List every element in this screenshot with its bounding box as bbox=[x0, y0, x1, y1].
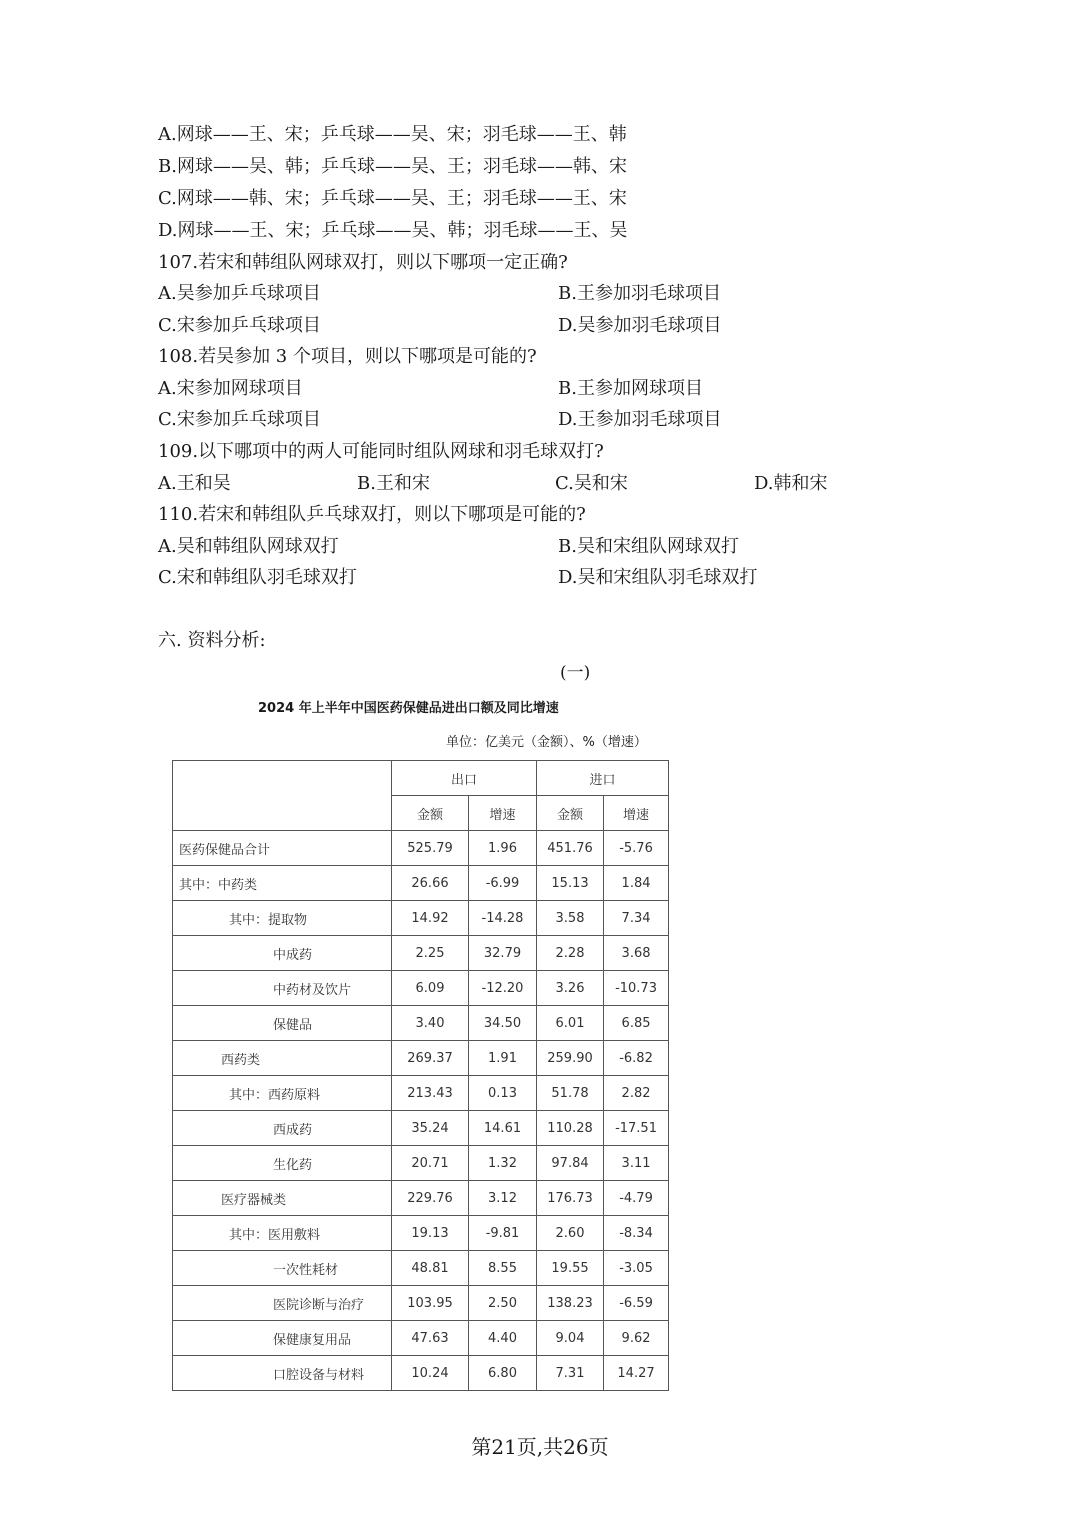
table-header-blank bbox=[173, 761, 392, 831]
cell-import-growth: 9.62 bbox=[604, 1321, 669, 1356]
q107-option-a: A.吴参加乒乓球项目 bbox=[158, 283, 321, 304]
row-label: 保健康复用品 bbox=[173, 1321, 392, 1356]
cell-export-growth: 34.50 bbox=[469, 1006, 537, 1041]
row-label: 生化药 bbox=[173, 1146, 392, 1181]
table-title: 2024 年上半年中国医药保健品进出口额及同比增速 bbox=[258, 701, 559, 716]
q106-option-a: A.网球——王、宋；乒乓球——吴、宋；羽毛球——王、韩 bbox=[158, 124, 627, 145]
cell-import-growth: -6.59 bbox=[604, 1286, 669, 1321]
cell-export-growth: 3.12 bbox=[469, 1181, 537, 1216]
cell-import-amount: 138.23 bbox=[537, 1286, 604, 1321]
cell-import-amount: 259.90 bbox=[537, 1041, 604, 1076]
cell-export-amount: 525.79 bbox=[392, 831, 469, 866]
cell-import-amount: 19.55 bbox=[537, 1251, 604, 1286]
cell-export-amount: 2.25 bbox=[392, 936, 469, 971]
cell-export-amount: 10.24 bbox=[392, 1356, 469, 1391]
row-label: 医疗器械类 bbox=[173, 1181, 392, 1216]
cell-import-amount: 3.58 bbox=[537, 901, 604, 936]
q110-stem: 110.若宋和韩组队乒乓球双打，则以下哪项是可能的? bbox=[158, 504, 586, 525]
row-label: 医院诊断与治疗 bbox=[173, 1286, 392, 1321]
cell-import-amount: 176.73 bbox=[537, 1181, 604, 1216]
cell-export-growth: -12.20 bbox=[469, 971, 537, 1006]
cell-import-amount: 51.78 bbox=[537, 1076, 604, 1111]
table-row bbox=[173, 1076, 669, 1111]
cell-import-growth: -3.05 bbox=[604, 1251, 669, 1286]
q106-option-b: B.网球——吴、韩；乒乓球——吴、王；羽毛球——韩、宋 bbox=[158, 156, 627, 177]
q110-option-d: D.吴和宋组队羽毛球双打 bbox=[558, 567, 758, 588]
section-title: 六. 资料分析: bbox=[158, 630, 266, 651]
cell-export-growth: 0.13 bbox=[469, 1076, 537, 1111]
q106-option-d: D.网球——王、宋；乒乓球——吴、韩；羽毛球——王、吴 bbox=[158, 220, 628, 241]
table-row bbox=[173, 1146, 669, 1181]
cell-import-growth: -5.76 bbox=[604, 831, 669, 866]
table-row bbox=[173, 831, 669, 866]
cell-export-amount: 48.81 bbox=[392, 1251, 469, 1286]
table-row bbox=[173, 1216, 669, 1251]
cell-export-amount: 19.13 bbox=[392, 1216, 469, 1251]
cell-import-growth: 7.34 bbox=[604, 901, 669, 936]
q109-option-c: C.吴和宋 bbox=[555, 473, 628, 494]
cell-export-growth: 2.50 bbox=[469, 1286, 537, 1321]
table-header-row-groups bbox=[173, 761, 669, 796]
cell-import-growth: 6.85 bbox=[604, 1006, 669, 1041]
cell-import-growth: 3.11 bbox=[604, 1146, 669, 1181]
table-row bbox=[173, 866, 669, 901]
cell-import-growth: -6.82 bbox=[604, 1041, 669, 1076]
cell-export-growth: 14.61 bbox=[469, 1111, 537, 1146]
cell-export-amount: 26.66 bbox=[392, 866, 469, 901]
cell-import-amount: 97.84 bbox=[537, 1146, 604, 1181]
row-label: 一次性耗材 bbox=[173, 1251, 392, 1286]
table-unit: 单位：亿美元（金额）、%（增速） bbox=[446, 735, 647, 750]
cell-import-growth: -17.51 bbox=[604, 1111, 669, 1146]
cell-export-amount: 213.43 bbox=[392, 1076, 469, 1111]
table-body bbox=[173, 831, 669, 1391]
row-label: 其中：中药类 bbox=[173, 866, 392, 901]
cell-import-amount: 7.31 bbox=[537, 1356, 604, 1391]
cell-import-amount: 2.28 bbox=[537, 936, 604, 971]
cell-export-amount: 269.37 bbox=[392, 1041, 469, 1076]
table-row bbox=[173, 1111, 669, 1146]
cell-export-growth: 1.32 bbox=[469, 1146, 537, 1181]
cell-import-growth: 14.27 bbox=[604, 1356, 669, 1391]
cell-export-growth: -14.28 bbox=[469, 901, 537, 936]
q108-option-a: A.宋参加网球项目 bbox=[158, 378, 303, 399]
table-row bbox=[173, 1181, 669, 1216]
table-row bbox=[173, 901, 669, 936]
cell-import-growth: 2.82 bbox=[604, 1076, 669, 1111]
header-import-amount: 金额 bbox=[537, 796, 604, 831]
trade-table bbox=[172, 760, 669, 1391]
row-label: 医药保健品合计 bbox=[173, 831, 392, 866]
table-row bbox=[173, 1286, 669, 1321]
cell-export-growth: -9.81 bbox=[469, 1216, 537, 1251]
cell-export-growth: 1.91 bbox=[469, 1041, 537, 1076]
cell-import-growth: 3.68 bbox=[604, 936, 669, 971]
row-label: 西成药 bbox=[173, 1111, 392, 1146]
table-row bbox=[173, 971, 669, 1006]
cell-import-amount: 6.01 bbox=[537, 1006, 604, 1041]
cell-export-amount: 20.71 bbox=[392, 1146, 469, 1181]
cell-export-amount: 47.63 bbox=[392, 1321, 469, 1356]
cell-import-amount: 110.28 bbox=[537, 1111, 604, 1146]
row-label: 西药类 bbox=[173, 1041, 392, 1076]
cell-export-growth: 8.55 bbox=[469, 1251, 537, 1286]
header-import-growth: 增速 bbox=[604, 796, 669, 831]
row-label: 保健品 bbox=[173, 1006, 392, 1041]
q110-option-a: A.吴和韩组队网球双打 bbox=[158, 536, 339, 557]
header-export-growth: 增速 bbox=[469, 796, 537, 831]
page-footer: 第21页,共26页 bbox=[471, 1435, 609, 1459]
q108-option-d: D.王参加羽毛球项目 bbox=[558, 409, 722, 430]
cell-import-amount: 15.13 bbox=[537, 866, 604, 901]
q110-option-b: B.吴和宋组队网球双打 bbox=[558, 536, 739, 557]
cell-export-amount: 3.40 bbox=[392, 1006, 469, 1041]
header-export: 出口 bbox=[392, 761, 537, 796]
header-import: 进口 bbox=[537, 761, 669, 796]
row-label: 中成药 bbox=[173, 936, 392, 971]
header-export-amount: 金额 bbox=[392, 796, 469, 831]
row-label: 其中：提取物 bbox=[173, 901, 392, 936]
q109-stem: 109.以下哪项中的两人可能同时组队网球和羽毛球双打? bbox=[158, 441, 604, 462]
section-tag: (一) bbox=[560, 663, 591, 683]
cell-import-amount: 2.60 bbox=[537, 1216, 604, 1251]
row-label: 口腔设备与材料 bbox=[173, 1356, 392, 1391]
table-row bbox=[173, 1321, 669, 1356]
cell-export-amount: 103.95 bbox=[392, 1286, 469, 1321]
cell-export-amount: 6.09 bbox=[392, 971, 469, 1006]
cell-import-amount: 451.76 bbox=[537, 831, 604, 866]
cell-export-amount: 229.76 bbox=[392, 1181, 469, 1216]
cell-export-growth: -6.99 bbox=[469, 866, 537, 901]
cell-import-growth: -8.34 bbox=[604, 1216, 669, 1251]
cell-export-growth: 32.79 bbox=[469, 936, 537, 971]
cell-import-growth: -4.79 bbox=[604, 1181, 669, 1216]
q107-option-b: B.王参加羽毛球项目 bbox=[558, 283, 721, 304]
cell-export-amount: 14.92 bbox=[392, 901, 469, 936]
q109-option-b: B.王和宋 bbox=[357, 473, 430, 494]
q110-option-c: C.宋和韩组队羽毛球双打 bbox=[158, 567, 357, 588]
row-label: 中药材及饮片 bbox=[173, 971, 392, 1006]
q108-option-c: C.宋参加乒乓球项目 bbox=[158, 409, 321, 430]
q107-option-c: C.宋参加乒乓球项目 bbox=[158, 315, 321, 336]
table-row bbox=[173, 1356, 669, 1391]
cell-import-growth: -10.73 bbox=[604, 971, 669, 1006]
table-row bbox=[173, 1006, 669, 1041]
cell-import-amount: 9.04 bbox=[537, 1321, 604, 1356]
cell-export-amount: 35.24 bbox=[392, 1111, 469, 1146]
table-row bbox=[173, 936, 669, 971]
cell-export-growth: 1.96 bbox=[469, 831, 537, 866]
row-label: 其中：医用敷料 bbox=[173, 1216, 392, 1251]
q106-option-c: C.网球——韩、宋；乒乓球——吴、王；羽毛球——王、宋 bbox=[158, 188, 627, 209]
cell-import-growth: 1.84 bbox=[604, 866, 669, 901]
q108-option-b: B.王参加网球项目 bbox=[558, 378, 703, 399]
cell-import-amount: 3.26 bbox=[537, 971, 604, 1006]
table-row bbox=[173, 1251, 669, 1286]
row-label: 其中：西药原料 bbox=[173, 1076, 392, 1111]
table-row bbox=[173, 1041, 669, 1076]
q109-option-a: A.王和吴 bbox=[158, 473, 231, 494]
q109-option-d: D.韩和宋 bbox=[754, 473, 828, 494]
q107-option-d: D.吴参加羽毛球项目 bbox=[558, 315, 722, 336]
cell-export-growth: 4.40 bbox=[469, 1321, 537, 1356]
cell-export-growth: 6.80 bbox=[469, 1356, 537, 1391]
q107-stem: 107.若宋和韩组队网球双打，则以下哪项一定正确? bbox=[158, 252, 568, 273]
q108-stem: 108.若吴参加 3 个项目，则以下哪项是可能的? bbox=[158, 346, 537, 367]
